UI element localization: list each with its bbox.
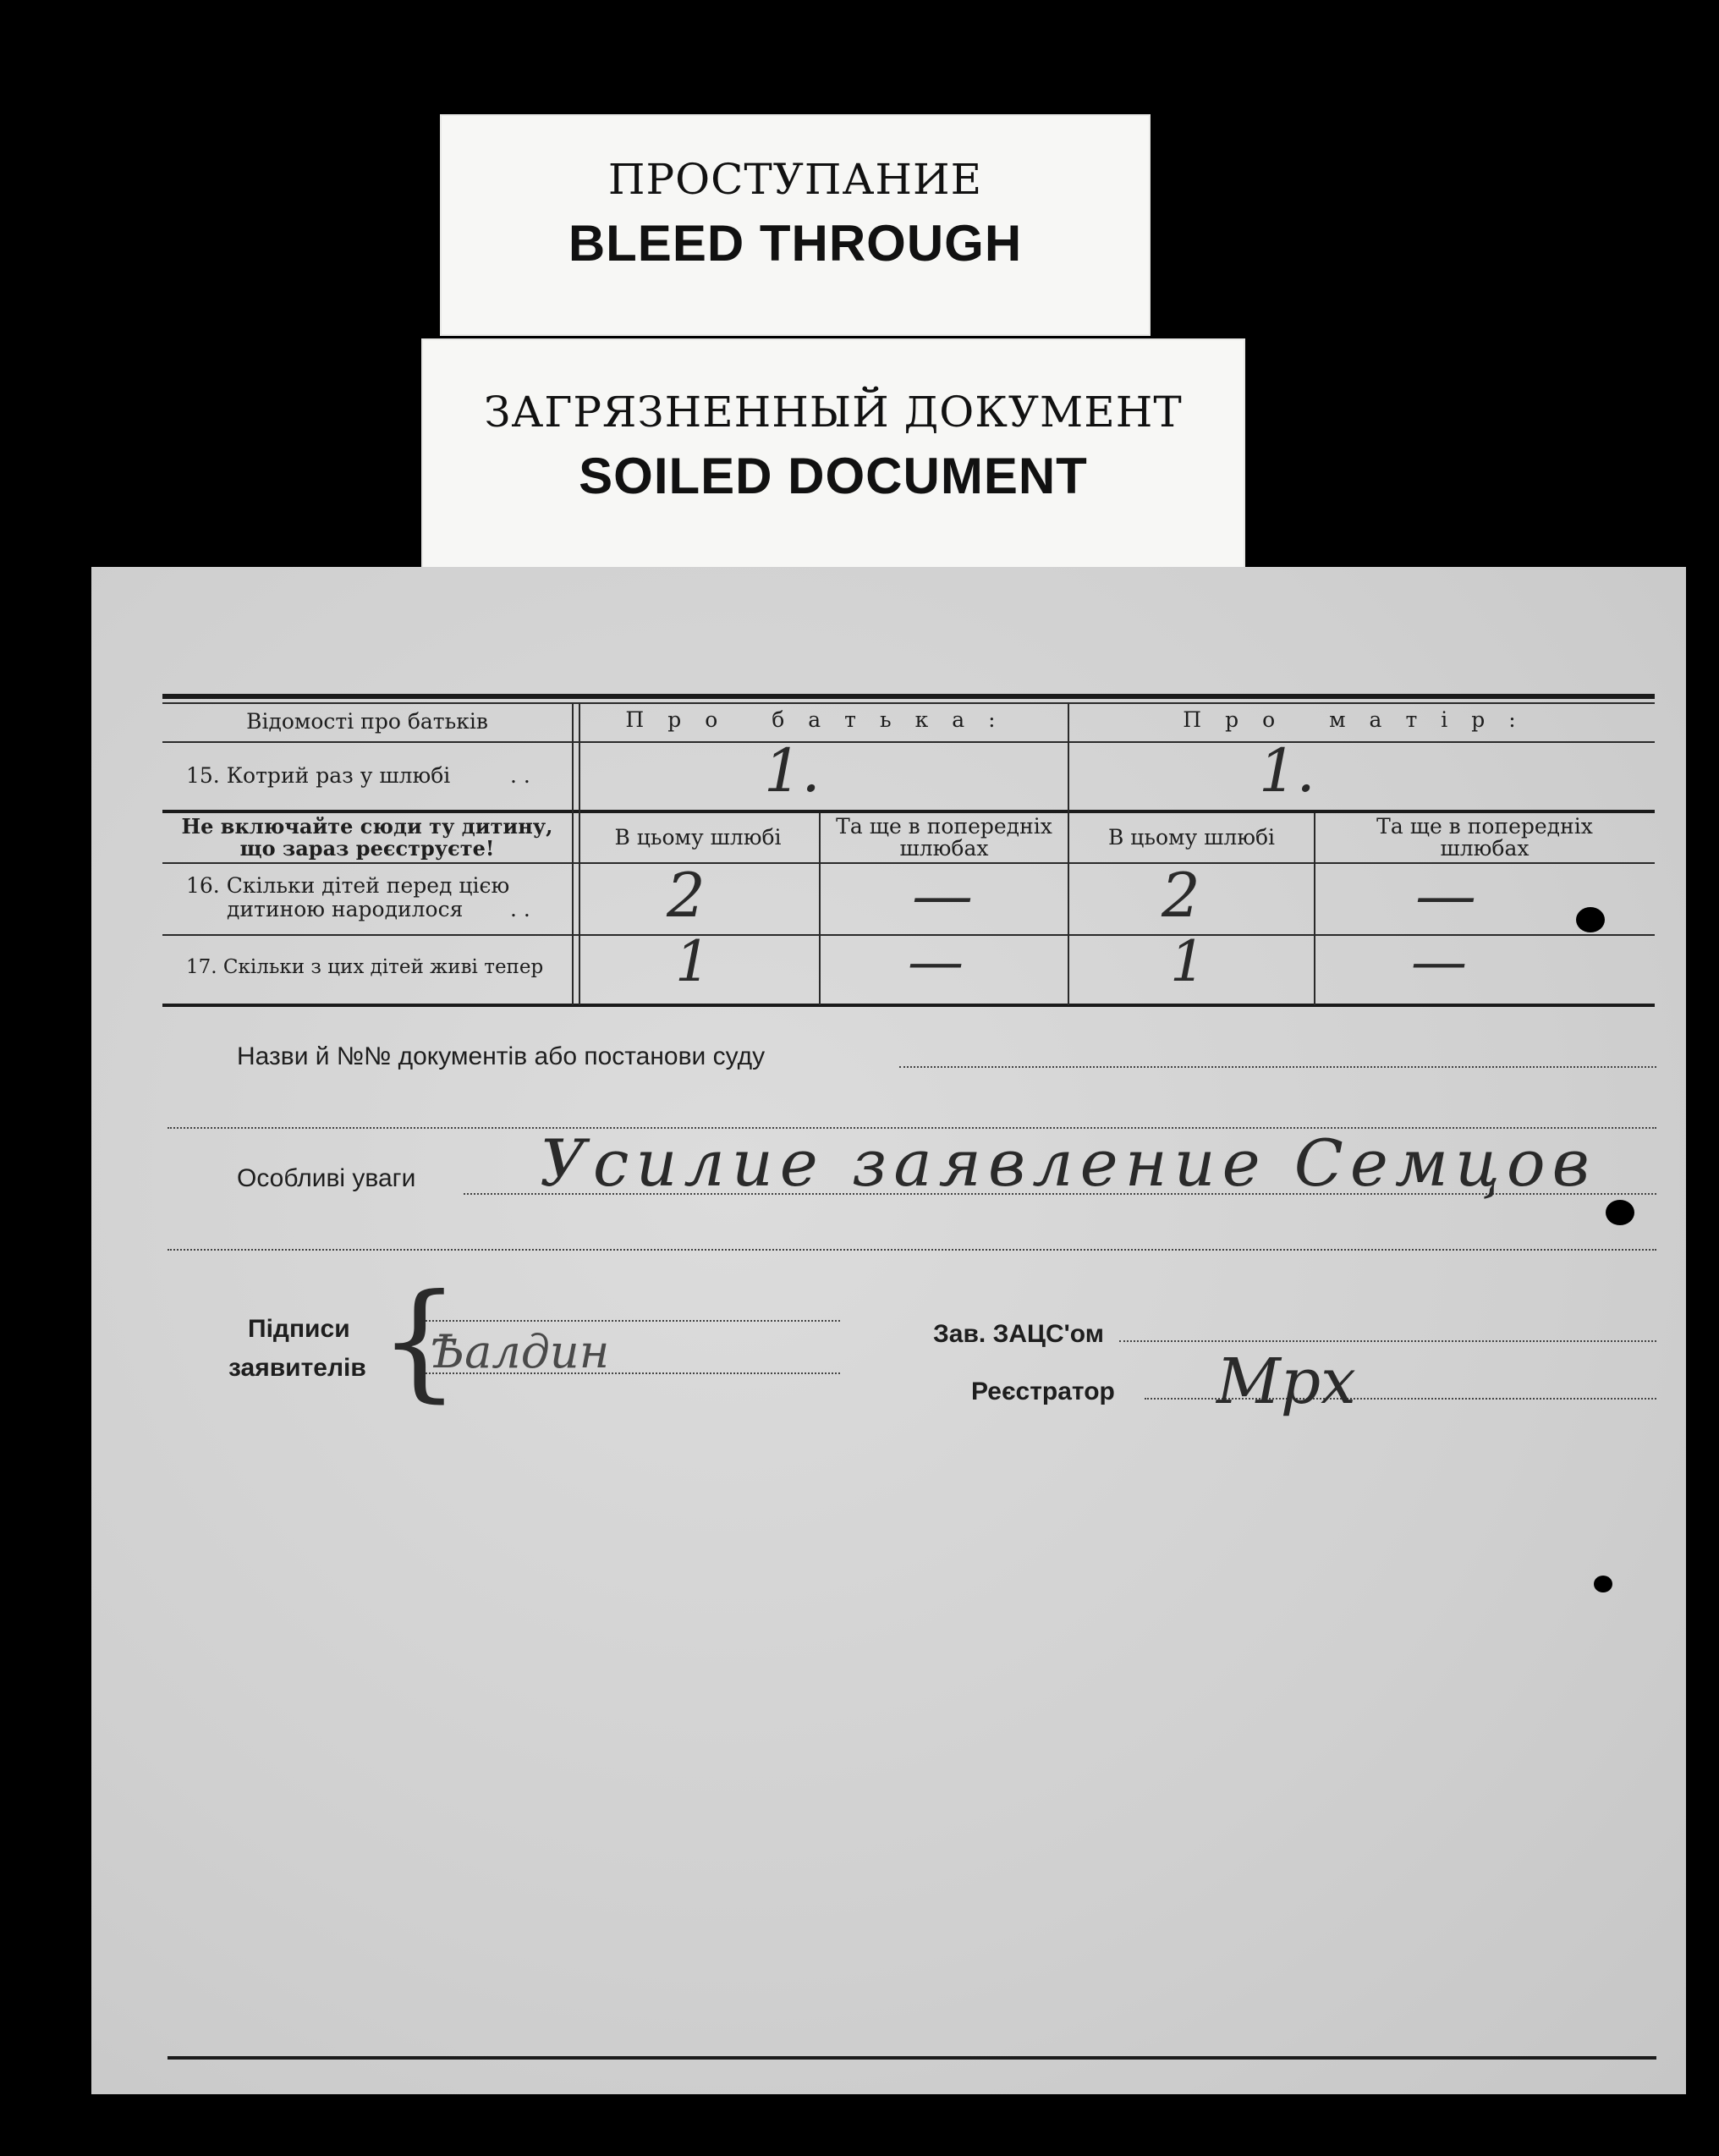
father-mother-divider	[1068, 704, 1069, 1005]
signatures-label-1: Підписи	[248, 1315, 350, 1343]
row16-label-line2: дитиною народилося	[227, 897, 464, 921]
signatures-brace: {	[379, 1268, 460, 1415]
registry-form-sheet	[91, 567, 1686, 2094]
row16-mother-this: 2	[1162, 860, 1200, 931]
bleed-through-en: BLEED THROUGH	[568, 215, 1023, 272]
row15-father-value: 1.	[764, 736, 821, 806]
row16-dots: . .	[510, 897, 530, 921]
father-header: Про батька:	[625, 707, 1019, 732]
soiled-document-card	[421, 338, 1245, 571]
mother-header: Про матір:	[1183, 707, 1540, 732]
punch-hole	[1606, 1200, 1634, 1225]
punch-hole	[1576, 907, 1605, 932]
parents-info-header: Відомості про батьків	[246, 709, 488, 734]
table-bottom-rule	[162, 1004, 1655, 1007]
table-top-rule	[162, 694, 1655, 699]
exclude-note-line1: Не включайте сюди ту дитину,	[181, 814, 553, 839]
remarks-value: Усилие заявление Семцов	[540, 1125, 1596, 1201]
row17-father-this: 1	[675, 929, 711, 994]
table-header-rule	[162, 741, 1655, 743]
bleed-through-ru: ПРОСТУПАНИЕ	[607, 155, 983, 204]
remarks-label: Особливі уваги	[237, 1164, 416, 1192]
father-previous-header-line1: Та ще в попередніх	[836, 814, 1052, 839]
row15-mother-value: 1.	[1259, 736, 1315, 806]
table-top-rule-2	[162, 702, 1655, 704]
exclude-note-line2: що зараз реєструєте!	[239, 836, 495, 861]
row17-label: 17. Скільки з цих дітей живі тепер	[186, 956, 544, 978]
applicant-signature: Ѣалдин	[430, 1325, 610, 1378]
punch-hole	[1594, 1576, 1612, 1592]
row15-dots: . .	[510, 763, 530, 788]
remarks-dotted-line-2	[168, 1249, 1656, 1251]
row16-father-prev: —	[912, 860, 973, 931]
row16-label-line1: 16. Скільки дітей перед цією	[186, 873, 510, 898]
registrar-signature: Мрх	[1216, 1345, 1356, 1418]
soiled-document-en: SOILED DOCUMENT	[579, 448, 1088, 504]
mother-previous-header-line2: шлюбах	[1440, 836, 1530, 861]
mother-this-marriage-header: В цьому шлюбі	[1107, 825, 1276, 850]
documents-label: Назви й №№ документів або постанови суду	[237, 1042, 766, 1070]
row17-mother-this: 1	[1170, 929, 1205, 994]
registrar-label: Реєстратор	[971, 1378, 1115, 1405]
bleed-through-card	[440, 114, 1151, 336]
row15-label: 15. Котрий раз у шлюбі	[186, 763, 451, 788]
head-zags-label: Зав. ЗАЦС'ом	[933, 1320, 1104, 1348]
signature-dotted-line-1	[426, 1320, 840, 1322]
row17-father-prev: —	[908, 929, 964, 994]
father-this-marriage-header: В цьому шлюбі	[614, 825, 782, 850]
label-column-divider	[572, 704, 580, 1005]
row15-bottom-rule	[162, 810, 1655, 813]
father-previous-header-line2: шлюбах	[899, 836, 989, 861]
sheet-bottom-rule	[168, 2056, 1656, 2060]
row16-mother-prev: —	[1415, 860, 1476, 931]
documents-dotted-line	[899, 1066, 1656, 1068]
signatures-label-2: заявителів	[228, 1354, 366, 1382]
soiled-document-ru: ЗАГРЯЗНЕННЫЙ ДОКУМЕНТ	[484, 388, 1183, 437]
row16-father-this: 2	[667, 860, 706, 931]
head-zags-dotted-line	[1119, 1340, 1656, 1342]
row17-mother-prev: —	[1411, 929, 1467, 994]
mother-previous-header-line1: Та ще в попередніх	[1376, 814, 1593, 839]
